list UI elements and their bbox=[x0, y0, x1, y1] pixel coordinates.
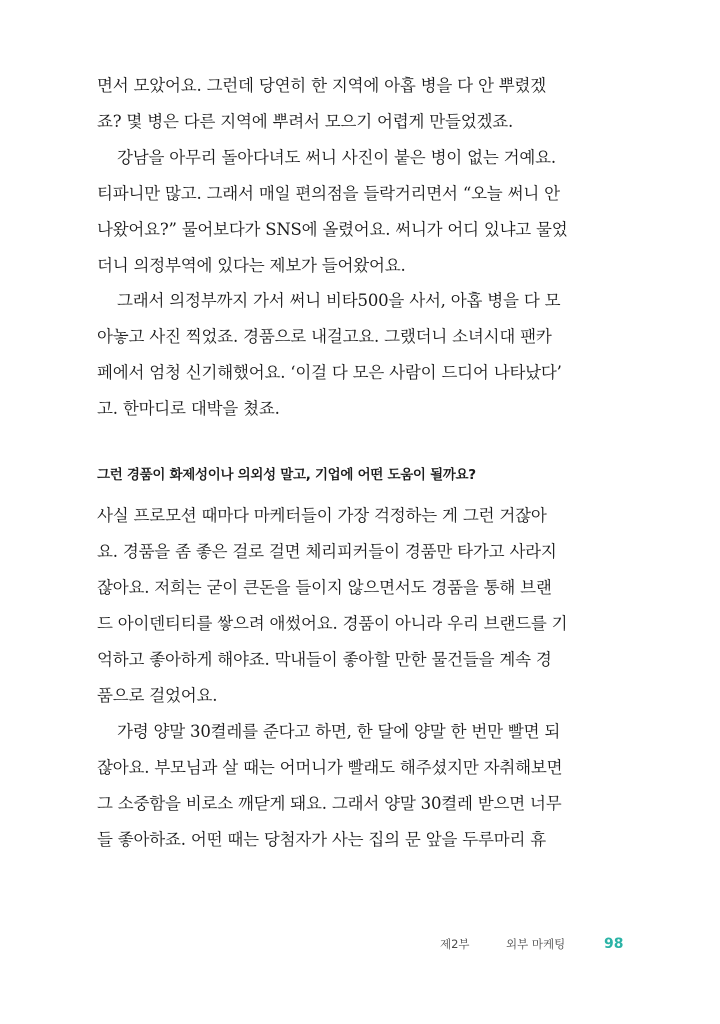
text-line: 가령 양말 30켤레를 준다고 하면, 한 달에 양말 한 번만 빨면 되 bbox=[117, 722, 561, 741]
text-line: 나왔어요?” 물어보다가 SNS에 올렸어요. 써니가 어디 있냐고 물었 bbox=[97, 220, 568, 239]
text-line: 요. 경품을 좀 좋은 걸로 걸면 체리피커들이 경품만 타가고 사라지 bbox=[97, 542, 557, 561]
text-line: 강남을 아무리 돌아다녀도 써니 사진이 붙은 병이 없는 거예요. bbox=[117, 148, 556, 167]
text-line: 잖아요. 저희는 굳이 큰돈을 들이지 않으면서도 경품을 통해 브랜 bbox=[97, 578, 552, 597]
text-line: 드 아이덴티티를 쌓으려 애썼어요. 경품이 아니라 우리 브랜드를 기 bbox=[97, 614, 568, 633]
page-number: 98 bbox=[604, 936, 624, 952]
footer-section-label: 외부 마케팅 bbox=[506, 937, 566, 951]
text-line: 잖아요. 부모님과 살 때는 어머니가 빨래도 해주셨지만 자취해보면 bbox=[97, 758, 563, 777]
text-line: 억하고 좋아하게 해야죠. 막내들이 좋아할 만한 물건들을 계속 경 bbox=[97, 650, 552, 669]
question-heading: 그런 경품이 화제성이나 의외성 말고, 기업에 어떤 도움이 될까요? bbox=[97, 467, 476, 483]
text-line: 죠? 몇 병은 다른 지역에 뿌려서 모으기 어렵게 만들었겠죠. bbox=[97, 112, 514, 131]
text-line: 사실 프로모션 때마다 마케터들이 가장 걱정하는 게 그런 거잖아 bbox=[97, 506, 547, 525]
text-line: 더니 의정부역에 있다는 제보가 들어왔어요. bbox=[97, 256, 406, 275]
text-line: 들 좋아하죠. 어떤 때는 당첨자가 사는 집의 문 앞을 두루마리 휴 bbox=[97, 830, 546, 849]
text-line: 그 소중함을 비로소 깨닫게 돼요. 그래서 양말 30켤레 받으면 너무 bbox=[97, 794, 562, 813]
footer-part-label: 제2부 bbox=[440, 937, 470, 951]
text-line: 면서 모았어요. 그런데 당연히 한 지역에 아홉 병을 다 안 뿌렸겠 bbox=[97, 76, 546, 95]
text-line: 그래서 의정부까지 가서 써니 비타500을 사서, 아홉 병을 다 모 bbox=[117, 291, 561, 310]
text-line: 페에서 엄청 신기해했어요. ‘이걸 다 모은 사람이 드디어 나타났다’ bbox=[97, 363, 562, 382]
text-line: 티파니만 많고. 그래서 매일 편의점을 들락거리면서 “오늘 써니 안 bbox=[97, 184, 560, 203]
text-line: 아놓고 사진 찍었죠. 경품으로 내걸고요. 그랬더니 소녀시대 팬카 bbox=[97, 327, 552, 346]
text-line: 품으로 걸었어요. bbox=[97, 686, 218, 705]
text-line: 고. 한마디로 대박을 쳤죠. bbox=[97, 399, 280, 418]
